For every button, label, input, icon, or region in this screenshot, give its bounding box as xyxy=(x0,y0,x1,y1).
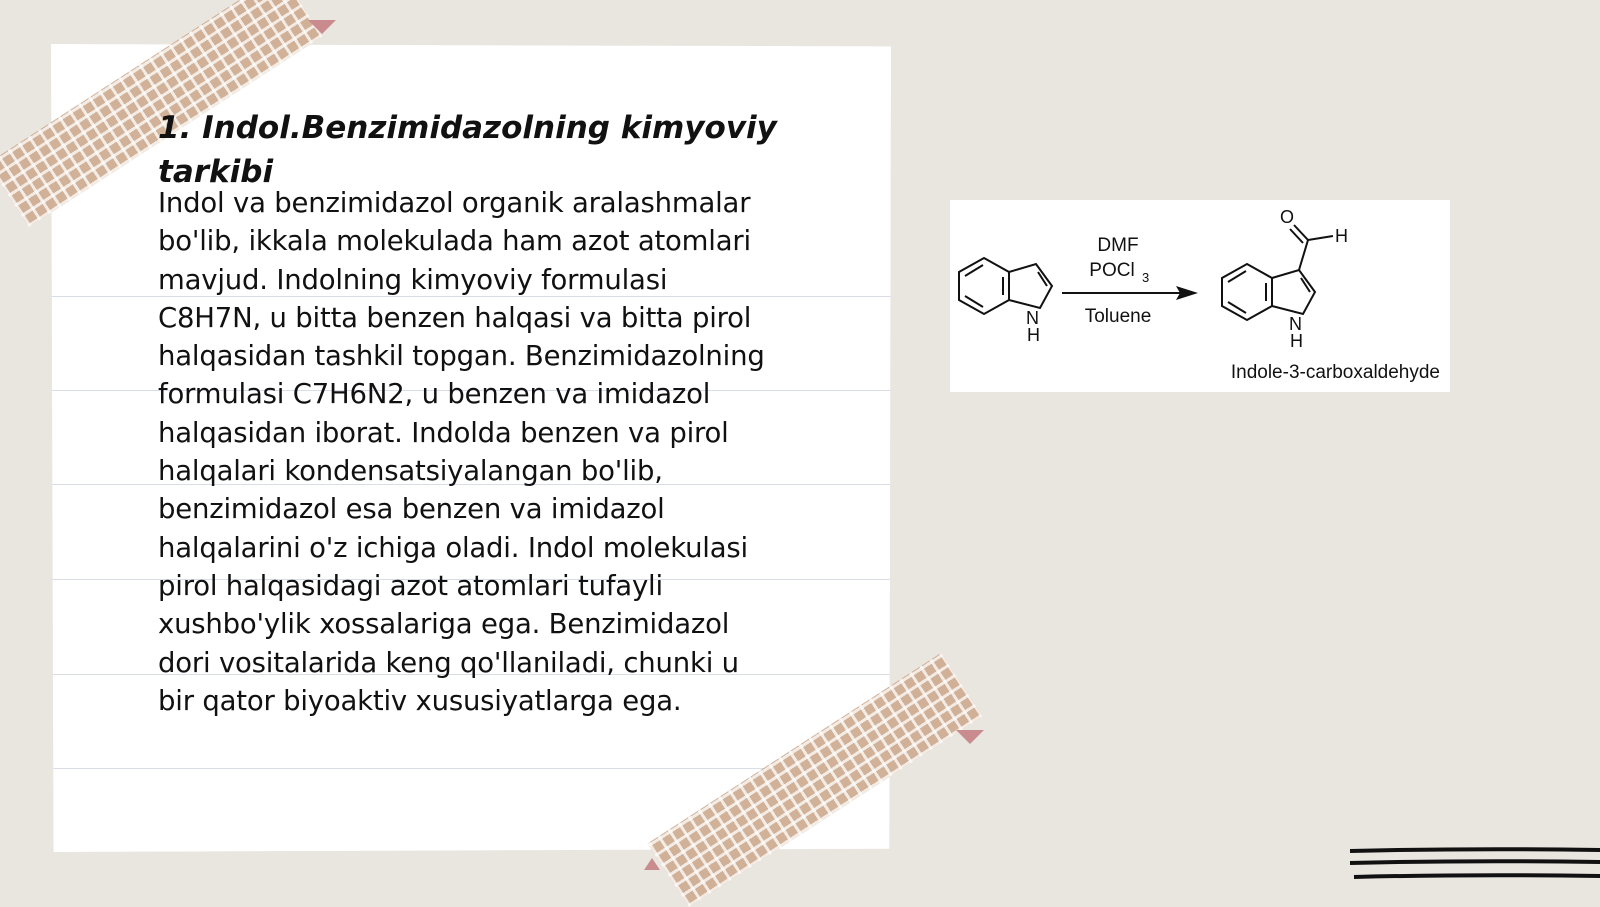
solvent-label: Toluene xyxy=(1084,306,1152,327)
reactant-n-label: N xyxy=(1026,308,1039,328)
reactant-h-label: H xyxy=(1027,325,1040,345)
body-line: bir qator biyoaktiv xususiyatlarga ega. xyxy=(158,684,682,717)
indole-structure xyxy=(959,258,1052,345)
decorative-lines xyxy=(1350,846,1600,886)
benzene-ring xyxy=(959,258,1009,314)
body-line: halqasidan tashkil topgan. Benzimidazolning xyxy=(158,340,765,373)
aldehyde-bond xyxy=(1299,240,1308,270)
reaction-scheme-svg xyxy=(950,200,1450,392)
benzene-ring xyxy=(1222,264,1272,320)
product-o-label: O xyxy=(1280,207,1295,227)
tape-tip-bottom-left xyxy=(644,858,660,870)
decorative-stroke xyxy=(1350,849,1600,851)
body-line: formulasi C7H6N2, u benzen va imidazol xyxy=(158,378,711,411)
pyrrole-ring xyxy=(1272,270,1315,314)
product-n-label: N xyxy=(1289,314,1302,334)
body-line: halqalarini o'z ichiga oladi. Indol molekulasi xyxy=(158,531,748,564)
body-line: Indol va benzimidazol organik aralashmalar xyxy=(158,187,751,219)
slide-title: 1. Indol.Benzimidazolning kimyoviy tarkibi xyxy=(158,110,777,190)
product-h-label: H xyxy=(1290,331,1303,351)
aldehyde-h-bond xyxy=(1308,236,1333,240)
product-aldehyde-h-label: H xyxy=(1335,226,1348,246)
body-line: dori vositalarida keng qo'llaniladi, chunki u xyxy=(158,646,739,679)
body-line: halqalari kondensatsiyalangan bo'lib, xyxy=(158,455,663,488)
body-line: mavjud. Indolning kimyoviy formulasi xyxy=(158,263,668,296)
body-line: pirol halqasidagi azot atomlari tufayli xyxy=(158,569,663,602)
reagent-subscript: 3 xyxy=(1142,270,1150,285)
decorative-stroke xyxy=(1354,875,1600,877)
body-line: halqasidan iborat. Indolda benzen va pirol xyxy=(158,416,729,449)
body-line: xushbo'ylik xossalariga ega. Benzimidazol xyxy=(158,608,730,641)
tape-tip-top-left xyxy=(308,20,336,34)
tape-tip-bottom-right xyxy=(956,730,984,744)
body-line: benzimidazol esa benzen va imidazol xyxy=(158,493,665,526)
pyrrole-ring xyxy=(1009,264,1052,308)
carbonyl-bond xyxy=(1294,225,1308,240)
indole-3-carboxaldehyde-structure xyxy=(1222,207,1348,351)
body-line: C8H7N, u bitta benzen halqasi va bitta pirol xyxy=(158,301,752,334)
decorative-stroke xyxy=(1350,861,1600,863)
slide-body-text xyxy=(158,184,848,720)
reaction-scheme-image xyxy=(950,200,1450,392)
reagent-pocl3: POCl xyxy=(1089,260,1135,281)
reagent-dmf: DMF xyxy=(1097,235,1139,256)
product-name-label: Indole-3-carboxaldehyde xyxy=(1230,362,1440,383)
body-line: bo'lib, ikkala molekulada ham azot atomlari xyxy=(158,225,751,258)
